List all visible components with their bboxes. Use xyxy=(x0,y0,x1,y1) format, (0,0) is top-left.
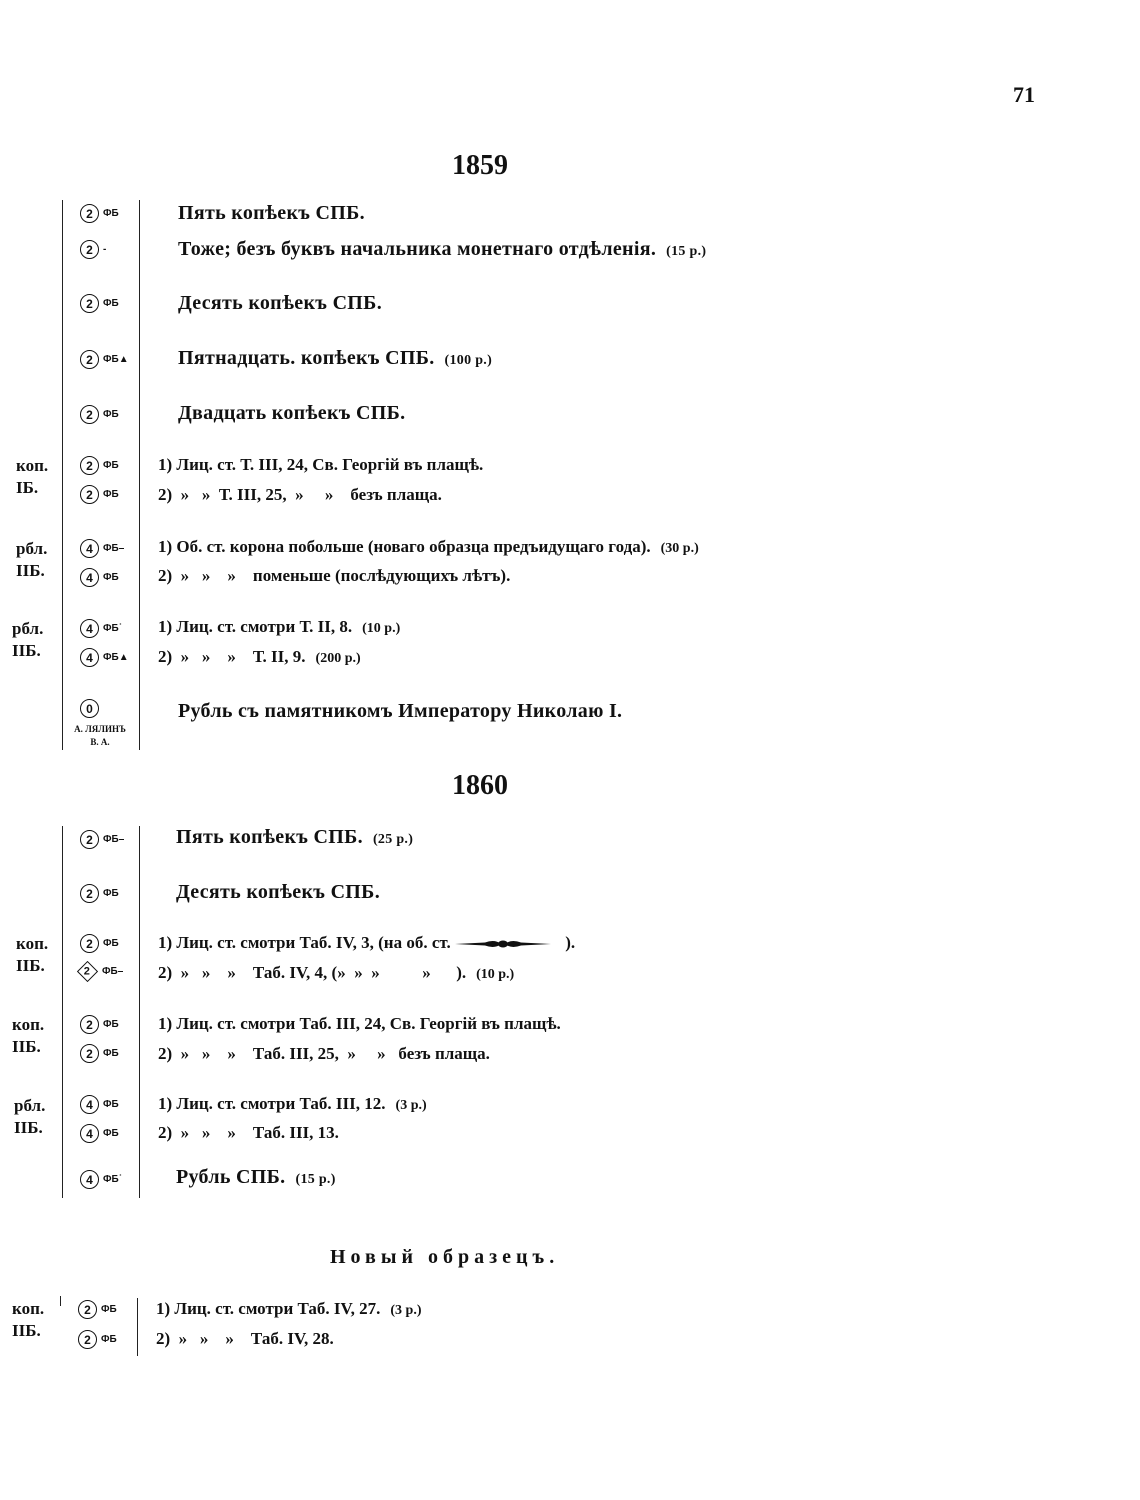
price: (3 р.) xyxy=(390,1303,422,1318)
mint-mark: 2 ФБ xyxy=(80,204,119,223)
mint-mark: 4 ФБ xyxy=(80,1124,119,1143)
entry-description: Пять копѣекъ СПБ. (25 р.) xyxy=(176,826,414,848)
entry-description: Двадцать копѣекъ СПБ. xyxy=(178,402,406,424)
price: (15 р.) xyxy=(666,244,707,259)
center-rule xyxy=(139,200,140,750)
mint-mark: 4 ФБ xyxy=(80,568,119,587)
mint-mark: 2 ФБ xyxy=(80,1044,119,1063)
entry-description: Десять копѣекъ СПБ. xyxy=(178,292,382,314)
mint-mark: 0 xyxy=(80,699,99,718)
entry-description: 2) » » » Таб. III, 25, » » безъ плаща. xyxy=(158,1044,490,1063)
entry-description: Пять копѣекъ СПБ. xyxy=(178,202,365,224)
side-label: рбл. IIБ. xyxy=(12,619,44,660)
mint-mark: 2 ФБ xyxy=(80,1015,119,1034)
mint-mark: 4 ФБ xyxy=(80,1095,119,1114)
entry-description: Тоже; безъ буквъ начальника монетнаго отдѣленія. (15 р.) xyxy=(178,238,707,260)
mint-mark: 2 ФБ– xyxy=(80,830,124,849)
left-rule xyxy=(60,1296,61,1306)
price: (25 р.) xyxy=(372,832,414,847)
left-rule xyxy=(62,826,63,1198)
side-label: коп. IIБ. xyxy=(12,1299,45,1340)
entry-description: 1) Лиц. ст. смотри Таб. IV, 27. (3 р.) xyxy=(156,1299,422,1318)
mint-mark: 2 ФБ– xyxy=(77,964,123,979)
entry-description: 1) Лиц. ст. смотри Таб. III, 24, Св. Георгій въ плащѣ. xyxy=(158,1014,561,1033)
side-label: рбл. IIБ. xyxy=(16,539,48,580)
price: (15 р.) xyxy=(295,1172,336,1187)
entry-description: Десять копѣекъ СПБ. xyxy=(176,881,380,903)
page-number: 71 xyxy=(1013,82,1035,107)
price: (10 р.) xyxy=(362,621,401,636)
side-label: коп. IIБ. xyxy=(12,1015,45,1056)
center-rule xyxy=(139,826,140,1198)
side-label: рбл. IIБ. xyxy=(14,1096,46,1137)
mint-mark: 2 ФБ xyxy=(80,934,119,953)
mint-master-initials: А. ЛЯЛИНЪ В. А. xyxy=(74,724,126,747)
price: (30 р.) xyxy=(660,541,699,556)
diamond-mark-icon: 2 xyxy=(77,961,98,982)
mint-mark: 2 - xyxy=(80,240,106,259)
entry-description: 1) Об. ст. корона побольше (новаго образца предъидущаго года). (30 р.) xyxy=(158,537,699,556)
entry-description: 1) Лиц. ст. Т. III, 24, Св. Георгій въ плащѣ. xyxy=(158,455,484,474)
ornament-icon xyxy=(455,938,551,950)
year-heading-1859: 1859 xyxy=(452,150,508,181)
entry-description: Рубль съ памятникомъ Императору Николаю I. xyxy=(178,700,623,722)
entry-description: 2) » » » Таб. IV, 28. xyxy=(156,1329,334,1348)
entry-description: Рубль СПБ. (15 р.) xyxy=(176,1166,336,1188)
price: (10 р.) xyxy=(476,967,515,982)
side-label: коп. IБ. xyxy=(16,456,49,497)
price: (100 р.) xyxy=(444,353,493,368)
mint-mark: 2 ФБ xyxy=(78,1330,117,1349)
entry-description: 1) Лиц. ст. смотри Таб. IV, 3, (на об. ст. ). xyxy=(158,933,576,952)
price: (200 р.) xyxy=(315,651,361,666)
side-label: коп. IIБ. xyxy=(16,934,49,975)
mint-mark: 2 ФБ xyxy=(80,456,119,475)
mint-mark: 4 ФБ˙ xyxy=(80,619,122,638)
price: (3 р.) xyxy=(395,1098,427,1113)
section-heading-new-type: Новый образецъ. xyxy=(330,1246,560,1268)
entry-description: 1) Лиц. ст. смотри Таб. III, 12. (3 р.) xyxy=(158,1094,427,1113)
mint-mark: 2 ФБ xyxy=(80,405,119,424)
entry-description: 1) Лиц. ст. смотри Т. II, 8. (10 р.) xyxy=(158,617,401,636)
mint-mark: 2 ФБ xyxy=(80,485,119,504)
entry-description: Пятнадцать. копѣекъ СПБ. (100 р.) xyxy=(178,347,493,369)
center-rule xyxy=(137,1298,138,1356)
mint-mark: 2 ФБ xyxy=(78,1300,117,1319)
left-rule xyxy=(62,200,63,750)
year-heading-1860: 1860 xyxy=(452,770,508,801)
mint-mark: 2 ФБ xyxy=(80,884,119,903)
entry-description: 2) » » » Т. II, 9. (200 р.) xyxy=(158,647,361,666)
mint-mark: 2 ФБ▲ xyxy=(80,350,129,369)
entry-description: 2) » » » Таб. III, 13. xyxy=(158,1123,339,1142)
entry-description: 2) » » » Таб. IV, 4, (» » » » ). (10 р.) xyxy=(158,963,515,982)
mint-mark: 2 ФБ xyxy=(80,294,119,313)
entry-description: 2) » » » поменьше (послѣдующихъ лѣтъ). xyxy=(158,566,511,585)
entry-description: 2) » » Т. III, 25, » » безъ плаща. xyxy=(158,485,442,504)
mint-mark: 4 ФБ▲ xyxy=(80,648,129,667)
mint-mark: 4 ФБ– xyxy=(80,539,124,558)
mint-mark: 4 ФБ˙ xyxy=(80,1170,122,1189)
